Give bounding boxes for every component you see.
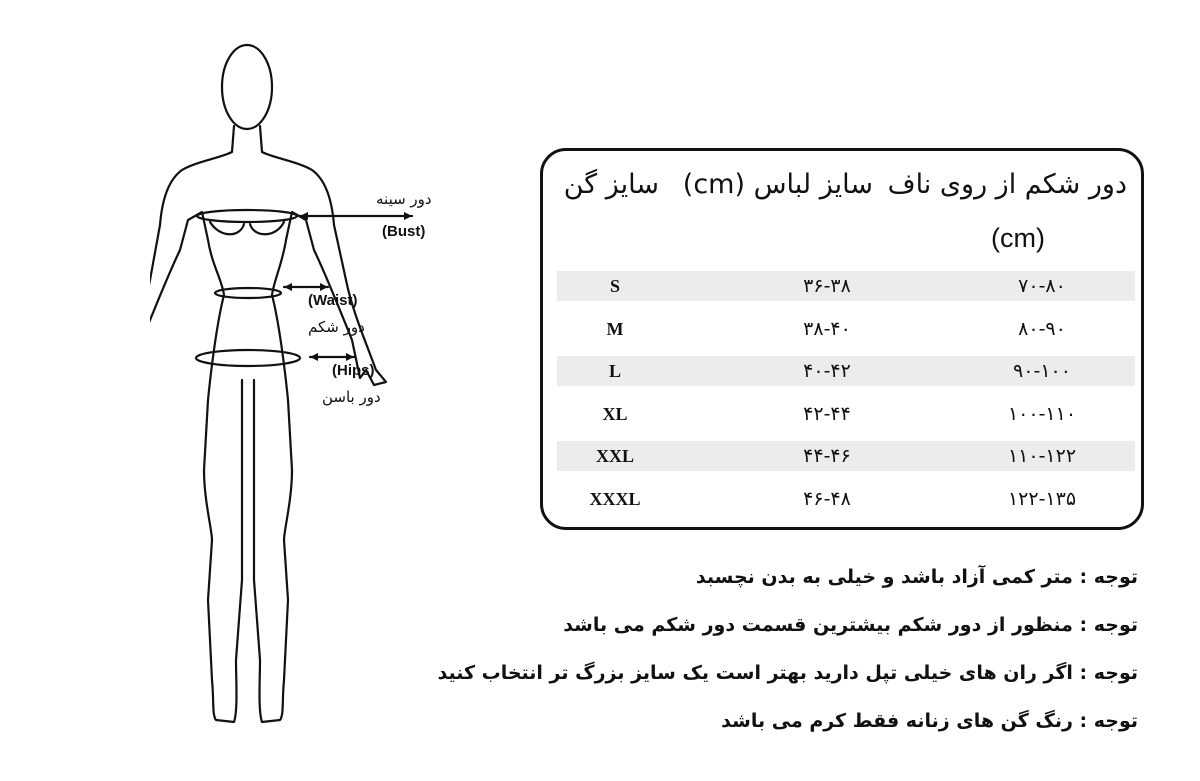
table-row [557, 441, 1135, 471]
hips-label-en: (Hips) [332, 362, 375, 379]
waist-arrowhead-left [284, 283, 292, 291]
waist-band [215, 288, 281, 298]
table-row [557, 484, 1135, 514]
header-abdomen-unit: (cm) [991, 223, 1045, 253]
bust-band [197, 210, 297, 222]
clothing-size-cell: ۴۶-۴۸ [803, 487, 851, 510]
glove-size-cell: M [606, 318, 624, 339]
bust-label-fa: دور سینه [376, 190, 432, 208]
waist-label-fa: دور شکم [308, 318, 365, 336]
size-table [540, 148, 1144, 530]
note-4: توجه : رنگ گن های زنانه فقط کرم می باشد [721, 710, 1138, 732]
note-2: توجه : منظور از دور شکم بیشترین قسمت دور شکم می باشد [563, 614, 1138, 636]
glove-size-cell: L [608, 361, 621, 381]
clothing-size-cell: ۳۸-۴۰ [803, 317, 851, 340]
note-1: توجه : متر کمی آزاد باشد و خیلی به بدن نچسبد [695, 566, 1138, 588]
body-figure [150, 40, 480, 740]
header-clothing-size: سایز لباس (cm) [682, 169, 873, 200]
hips-arrowhead-left [310, 353, 318, 361]
clothing-size-cell: ۳۶-۳۸ [803, 275, 851, 297]
clothing-size-cell: ۴۲-۴۴ [803, 402, 851, 425]
left-body-outline [150, 126, 242, 722]
waist-label-en: (Waist) [308, 292, 358, 309]
table-row [557, 271, 1135, 301]
clothing-size-cell: ۴۰-۴۲ [803, 360, 851, 382]
bust-cups [210, 222, 284, 234]
bust-label-en: (Bust) [382, 223, 426, 240]
bust-arrowhead-right [404, 212, 412, 220]
glove-size-cell: XXL [595, 446, 634, 466]
body-outline-illustration [150, 40, 480, 740]
abdomen-size-cell: ۹۰-۱۰۰ [1013, 360, 1071, 382]
glove-size-cell: S [609, 276, 620, 296]
table-row [557, 314, 1135, 344]
table-row [557, 356, 1135, 386]
hips-band [196, 350, 300, 366]
abdomen-size-cell: ۱۱۰-۱۲۲ [1007, 445, 1077, 467]
abdomen-size-cell: ۷۰-۸۰ [1018, 275, 1066, 297]
head-outline [222, 45, 272, 129]
header-glove-size: سایز گن [563, 169, 659, 200]
table-row [557, 399, 1135, 429]
abdomen-size-cell: ۸۰-۹۰ [1018, 317, 1066, 340]
glove-size-cell: XL [602, 403, 628, 424]
clothing-size-cell: ۴۴-۴۶ [803, 445, 851, 467]
note-3: توجه : اگر ران های خیلی تپل دارید بهتر است یک سایز بزرگ تر انتخاب کنید [437, 662, 1138, 684]
hips-label-fa: دور باسن [322, 388, 381, 406]
header-abdomen: دور شکم از روی ناف [887, 169, 1127, 200]
hips-arrowhead-right [346, 353, 354, 361]
abdomen-size-cell: ۱۲۲-۱۳۵ [1007, 487, 1077, 510]
glove-size-cell: XXXL [589, 488, 641, 509]
waist-arrowhead-right [320, 283, 328, 291]
abdomen-size-cell: ۱۰۰-۱۱۰ [1007, 402, 1077, 425]
